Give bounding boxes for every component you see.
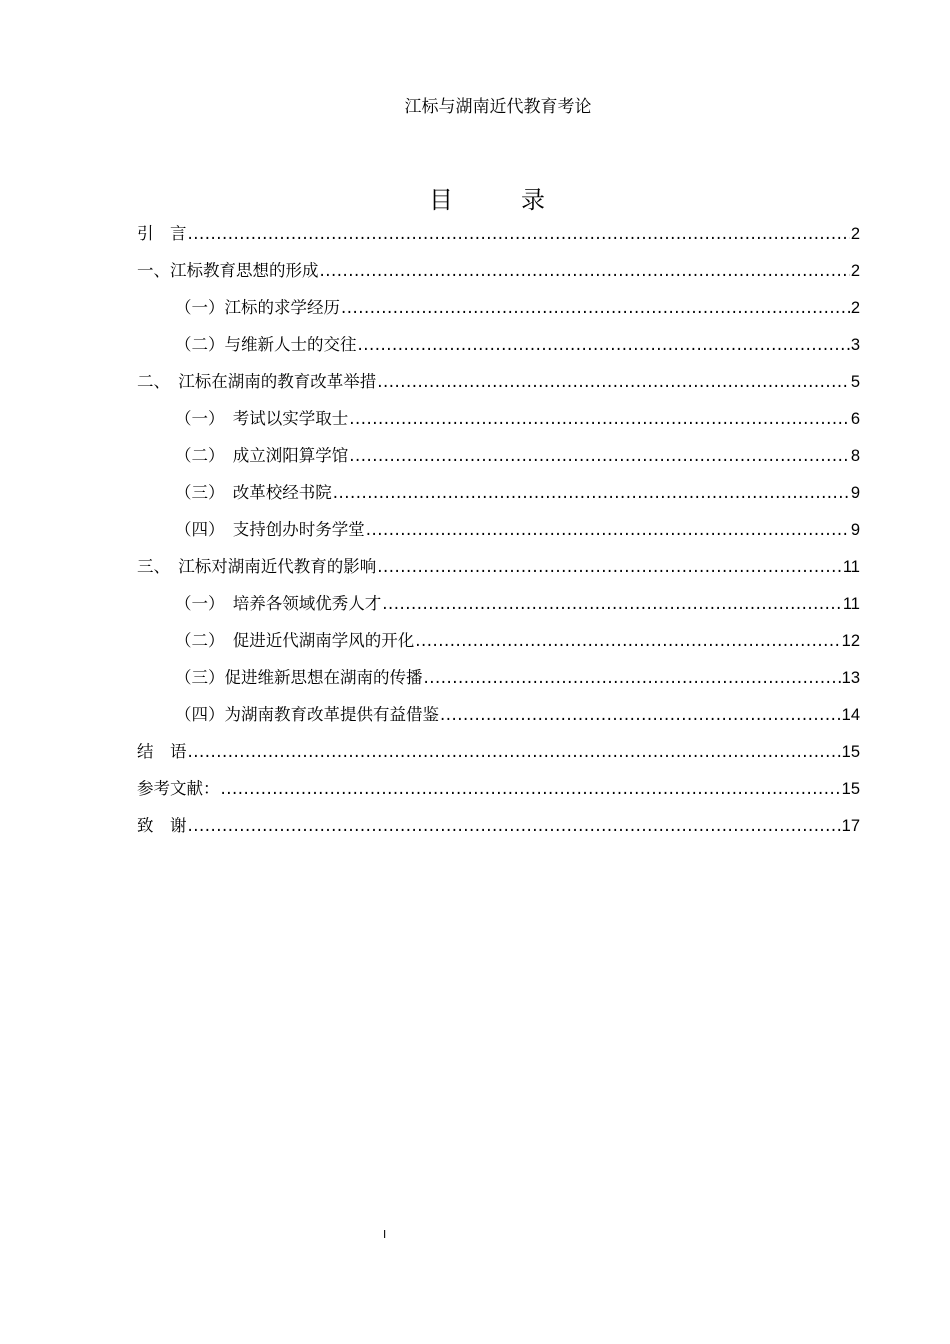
toc-entry[interactable] — [137, 370, 860, 407]
dot-leader — [341, 296, 850, 320]
toc-entry-label: （二） 成立浏阳算学馆 — [175, 446, 349, 465]
dot-leader — [333, 481, 850, 505]
dot-leader — [415, 629, 840, 653]
toc-entry[interactable] — [137, 481, 860, 518]
dot-leader — [424, 666, 841, 690]
page-number: I — [383, 1228, 387, 1241]
dot-leader — [221, 777, 841, 801]
toc-entry[interactable] — [137, 777, 860, 814]
toc-entry[interactable] — [137, 592, 860, 629]
toc-entry-label: 三、 江标对湖南近代教育的影响 — [137, 557, 377, 576]
toc-title: 目 录 — [429, 186, 567, 214]
toc-entry-page: 8 — [850, 447, 860, 465]
dot-leader — [377, 370, 850, 394]
toc-entry-page: 13 — [841, 669, 860, 687]
dot-leader — [382, 592, 842, 616]
toc-entry[interactable] — [137, 259, 860, 296]
toc-entry-label: 一、江标教育思想的形成 — [137, 261, 319, 280]
toc-entry-page: 11 — [842, 558, 860, 576]
toc-entry-label: （二） 促进近代湖南学风的开化 — [175, 631, 415, 650]
dot-leader — [188, 740, 841, 764]
toc-entry-page: 9 — [850, 521, 860, 539]
toc-entry[interactable] — [137, 296, 860, 333]
toc-entry[interactable] — [137, 703, 860, 740]
toc-entry-label: （三） 改革校经书院 — [175, 483, 332, 502]
toc-entry-label: （一）江标的求学经历 — [175, 298, 340, 317]
toc-entry-label: 二、 江标在湖南的教育改革举措 — [137, 372, 377, 391]
toc-entry-page: 12 — [841, 632, 860, 650]
dot-leader — [377, 555, 842, 579]
toc-entry-label: （四）为湖南教育改革提供有益借鉴 — [175, 705, 439, 724]
toc-entry-label: （二）与维新人士的交往 — [175, 335, 357, 354]
toc-entry-page: 17 — [841, 817, 860, 835]
dot-leader — [440, 703, 841, 727]
toc-entry-label: （一） 培养各领域优秀人才 — [175, 594, 382, 613]
toc-entry-page: 15 — [841, 780, 860, 798]
toc-entry-page: 3 — [850, 336, 860, 354]
toc-entry-label: （四） 支持创办时务学堂 — [175, 520, 365, 539]
toc-entry[interactable] — [137, 555, 860, 592]
toc-entry-page: 14 — [841, 706, 860, 724]
toc-entry[interactable] — [137, 222, 860, 259]
dot-leader — [320, 259, 850, 283]
toc-entry-label: 结 语 — [137, 742, 187, 761]
dot-leader — [349, 407, 850, 431]
toc-entry[interactable] — [137, 629, 860, 666]
toc-entry[interactable] — [137, 444, 860, 481]
dot-leader — [349, 444, 850, 468]
dot-leader — [188, 814, 841, 838]
table-of-contents — [137, 222, 860, 851]
toc-entry-label: 致 谢 — [137, 816, 187, 835]
toc-entry-page: 5 — [850, 373, 860, 391]
toc-entry[interactable] — [137, 740, 860, 777]
toc-entry[interactable] — [137, 333, 860, 370]
running-header: 江标与湖南近代教育考论 — [404, 97, 592, 117]
toc-entry-label: （三）促进维新思想在湖南的传播 — [175, 668, 423, 687]
toc-entry-page: 2 — [850, 299, 860, 317]
toc-entry-page: 11 — [842, 595, 860, 613]
toc-entry-page: 2 — [850, 262, 860, 280]
toc-entry-label: 引 言 — [137, 224, 187, 243]
toc-entry-page: 9 — [850, 484, 860, 502]
toc-entry[interactable] — [137, 666, 860, 703]
toc-entry-label: （一） 考试以实学取士 — [175, 409, 349, 428]
toc-entry-page: 2 — [850, 225, 860, 243]
toc-entry[interactable] — [137, 407, 860, 444]
toc-entry-label: 参考文献： — [137, 779, 220, 798]
dot-leader — [366, 518, 850, 542]
toc-entry-page: 15 — [841, 743, 860, 761]
toc-entry-page: 6 — [850, 410, 860, 428]
dot-leader — [358, 333, 850, 357]
toc-entry[interactable] — [137, 518, 860, 555]
toc-entry[interactable] — [137, 814, 860, 851]
dot-leader — [188, 222, 850, 246]
